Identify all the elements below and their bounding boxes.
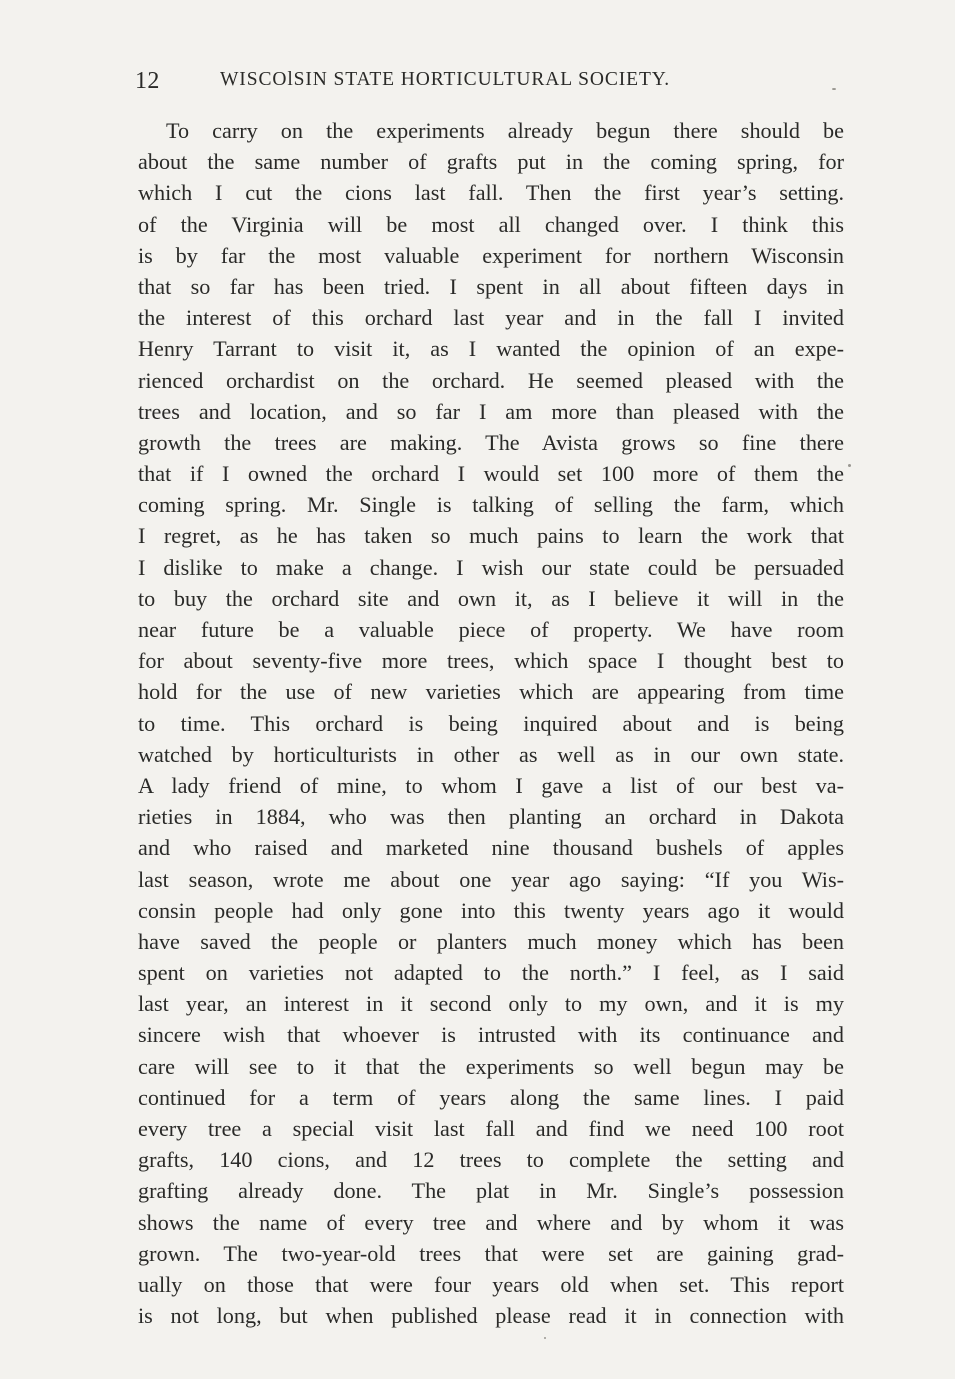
text-line: I regret, as he has taken so much pains to learn the work that — [138, 523, 844, 549]
page-number: 12 — [135, 68, 160, 94]
text-line: grown. The two-year-old trees that were set are gaining grad- — [138, 1240, 844, 1266]
text-line: ually on those that were four years old when set. This report — [138, 1271, 844, 1297]
text-line: rienced orchardist on the orchard. He seemed pleased with the — [138, 367, 844, 393]
paper-speck — [848, 464, 851, 467]
text-line: about the same number of grafts put in the coming spring, for — [138, 149, 844, 175]
text-line: continued for a term of years along the same lines. I paid — [138, 1084, 844, 1110]
text-line: coming spring. Mr. Single is talking of selling the farm, which — [138, 492, 844, 518]
text-line: grafting already done. The plat in Mr. Single’s possession — [138, 1178, 844, 1204]
running-title: WISCOlSIN STATE HORTICULTURAL SOCIETY. — [220, 69, 671, 90]
text-line: is not long, but when published please read it in connection with — [138, 1303, 844, 1329]
text-line: spent on varieties not adapted to the north.” I feel, as I said — [138, 960, 844, 986]
text-line: shows the name of every tree and where and by whom it was — [138, 1209, 844, 1235]
text-line: have saved the people or planters much money which has been — [138, 928, 844, 954]
text-line: that if I owned the orchard I would set 100 more of them the — [138, 461, 844, 487]
text-line: consin people had only gone into this twenty years ago it would — [138, 897, 844, 923]
text-line: grafts, 140 cions, and 12 trees to complete the setting and — [138, 1147, 844, 1173]
text-line: to time. This orchard is being inquired about and is being — [138, 710, 844, 736]
text-line: To carry on the experiments already begun there should be — [166, 118, 844, 143]
text-line: rieties in 1884, who was then planting an orchard in Dakota — [138, 804, 844, 830]
text-line: trees and location, and so far I am more than pleased with the — [138, 398, 844, 424]
text-line: A lady friend of mine, to whom I gave a list of our best va- — [138, 772, 844, 798]
text-line: last year, an interest in it second only to my own, and it is my — [138, 991, 844, 1017]
body-text — [138, 115, 844, 1331]
text-line: near future be a valuable piece of property. We have room — [138, 617, 844, 642]
paper-speck — [832, 88, 836, 90]
text-line: I dislike to make a change. I wish our state could be persuaded — [138, 554, 844, 580]
text-line: which I cut the cions last fall. Then the first year’s setting. — [138, 180, 844, 206]
text-line: and who raised and marketed nine thousand bushels of apples — [138, 835, 844, 861]
text-line: sincere wish that whoever is intrusted with its continuance and — [138, 1022, 844, 1048]
text-line: to buy the orchard site and own it, as I believe it will in the — [138, 585, 844, 611]
paper-speck — [544, 1337, 546, 1339]
text-line: care will see to it that the experiments so well begun may be — [138, 1053, 844, 1079]
text-line: hold for the use of new varieties which are appearing from time — [138, 679, 844, 705]
text-line: for about seventy-five more trees, which space I thought best to — [138, 648, 844, 674]
text-line: growth the trees are making. The Avista grows so fine there — [138, 429, 844, 455]
text-line: is by far the most valuable experiment for northern Wisconsin — [138, 242, 844, 268]
running-head — [135, 64, 845, 98]
text-line: last season, wrote me about one year ago saying: “If you Wis- — [138, 866, 844, 892]
text-line: watched by horticulturists in other as well as in our own state. — [138, 741, 844, 767]
text-line: of the Virginia will be most all changed over. I think this — [138, 211, 844, 237]
text-line: that so far has been tried. I spent in all about fifteen days in — [138, 273, 844, 299]
text-line: Henry Tarrant to visit it, as I wanted the opinion of an expe- — [138, 336, 844, 362]
text-line: every tree a special visit last fall and find we need 100 root — [138, 1116, 844, 1141]
text-line: the interest of this orchard last year and in the fall I invited — [138, 305, 844, 331]
